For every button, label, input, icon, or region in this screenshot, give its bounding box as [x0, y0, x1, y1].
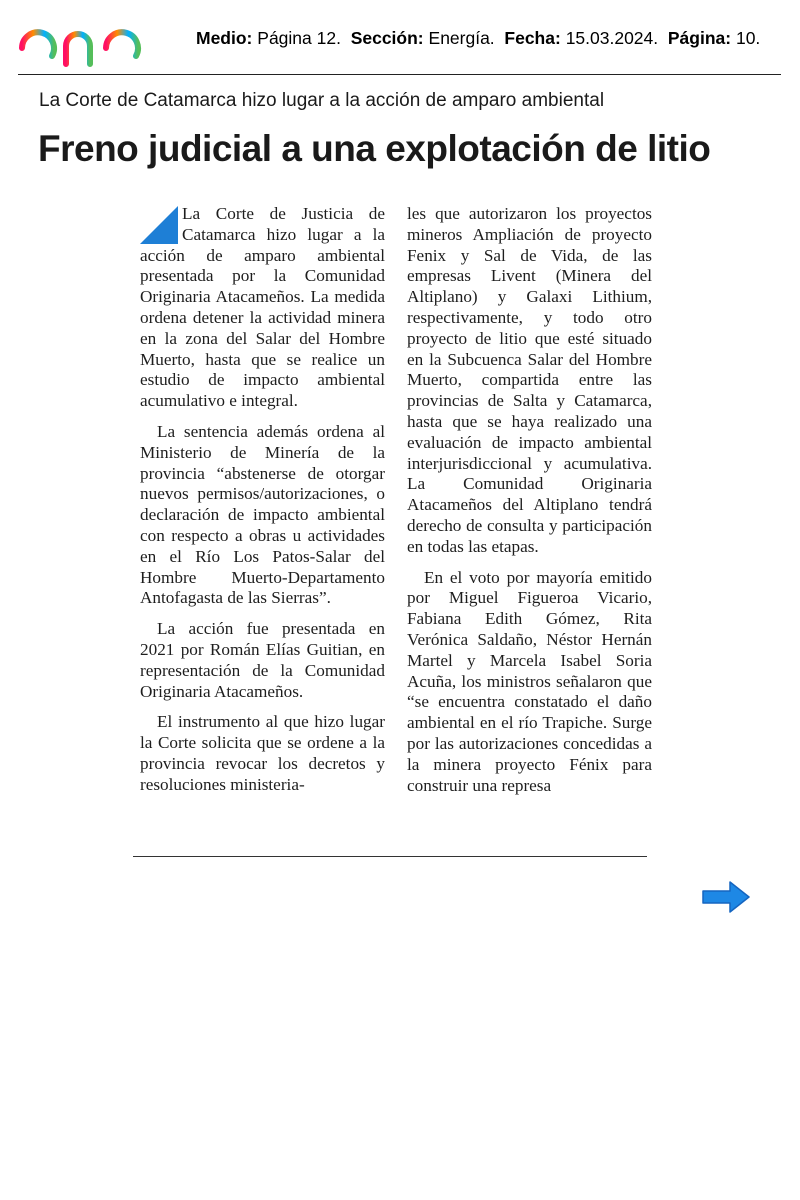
- seccion-value: Energía.: [428, 28, 495, 48]
- medio-value: Página 12.: [257, 28, 341, 48]
- seccion-label: Sección:: [350, 28, 424, 48]
- article-kicker: La Corte de Catamarca hizo lugar a la acción de amparo ambiental: [39, 90, 605, 111]
- paragraph: La Corte de Justicia de Catamarca hizo lugar a la acción de amparo ambiental presentada por la Comunidad Originaria Atacameños. La medida ordena detener la actividad minera en la zona del Salar del Hombre Muerto, hasta que se realice un estudio de impacto ambiental acumulativo e integral.: [140, 204, 385, 411]
- header-divider: [18, 74, 781, 75]
- fecha-value: 15.03.2024.: [565, 28, 659, 48]
- clipping-metadata: [196, 28, 760, 49]
- article-column-left: [140, 204, 385, 806]
- paragraph: La acción fue presentada en 2021 por Román Elías Guitian, en representación de la Comunidad Originaria Atacameños.: [140, 619, 385, 701]
- fecha-label: Fecha:: [504, 28, 561, 48]
- article-headline: Freno judicial a una explotación de litio: [38, 128, 711, 169]
- paragraph: En el voto por mayoría emitido por Miguel Figueroa Vicario, Fabiana Edith Gómez, Rita Verónica Saldaño, Néstor Hernán Martel y Marcela Isabel Soria Acuña, los ministros señalaron que “se encuentra constatado el daño ambiental en el río Trapiche. Surge por las autorizaciones concedidas a la minera proyecto Fénix para construir una represa: [407, 567, 652, 795]
- triangle-bullet-icon: [140, 206, 178, 244]
- paragraph: El instrumento al que hizo lugar la Corte solicita que se ordene a la provincia revocar los decretos y resoluciones ministeria-: [140, 712, 385, 794]
- pagina-label: Página:: [667, 28, 732, 48]
- enel-logo: [14, 6, 184, 70]
- paragraph: La sentencia además ordena al Ministerio de Minería de la provincia “abstenerse de otorgar nuevos permisos/autorizaciones, o declaración de impacto ambiental con respecto a obras u actividades en el Río Los Patos-Salar del Hombre Muerto-Departamento Antofagasta de las Sierras”.: [140, 421, 385, 608]
- medio-label: Medio:: [196, 28, 253, 48]
- paragraph: les que autorizaron los proyectos mineros Ampliación de proyecto Fenix y Sal de Vida, de las empresas Livent (Minera del Altiplano) y Galaxi Lithium, respectivamente, y todo otro proyecto de litio que esté situado en la Subcuenca Salar del Hombre Muerto, compartida entre las provincias de Salta y Catamarca, hasta que se haya realizado una evaluación de impacto ambiental interjurisdiccional y acumulativa. La Comunidad Originaria Atacameños del Altiplano tendrá derecho de consulta y participación en todas las etapas.: [407, 204, 652, 556]
- next-page-arrow-icon[interactable]: [700, 880, 752, 914]
- pagina-value: 10.: [735, 28, 761, 48]
- article-column-right: [407, 204, 652, 806]
- footer-divider: [133, 856, 647, 857]
